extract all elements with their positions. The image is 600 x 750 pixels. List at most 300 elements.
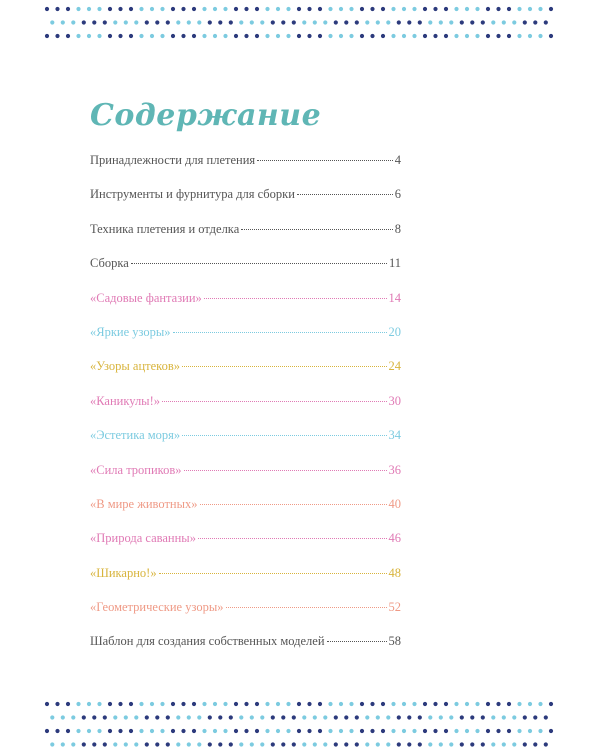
polka-dot bbox=[297, 702, 301, 706]
toc-entry-page-number: 8 bbox=[394, 221, 401, 236]
polka-dot bbox=[61, 742, 65, 746]
polka-dot bbox=[155, 715, 159, 719]
polka-dot bbox=[423, 729, 427, 733]
polka-dot bbox=[160, 702, 164, 706]
polka-dot bbox=[92, 715, 96, 719]
polka-dot bbox=[355, 715, 359, 719]
polka-dot bbox=[470, 20, 474, 24]
polka-dot bbox=[475, 702, 479, 706]
polka-dot bbox=[61, 20, 65, 24]
toc-entry-title: «Сила тропиков» bbox=[90, 462, 182, 477]
polka-dot bbox=[229, 742, 233, 746]
toc-entry-page-number: 36 bbox=[388, 462, 401, 477]
polka-dot bbox=[528, 702, 532, 706]
polka-dot bbox=[381, 7, 385, 11]
polka-dot bbox=[155, 20, 159, 24]
polka-dot bbox=[460, 20, 464, 24]
polka-dot bbox=[307, 729, 311, 733]
polka-dot bbox=[418, 715, 422, 719]
dot-leader bbox=[159, 573, 387, 574]
polka-dot bbox=[229, 20, 233, 24]
toc-entry bbox=[90, 356, 401, 390]
polka-dot bbox=[391, 702, 395, 706]
polka-dot bbox=[517, 34, 521, 38]
polka-dot bbox=[292, 20, 296, 24]
polka-dot bbox=[365, 20, 369, 24]
polka-dot bbox=[386, 715, 390, 719]
polka-dot bbox=[302, 715, 306, 719]
toc-entry-page-number: 52 bbox=[388, 600, 401, 615]
polka-dot bbox=[139, 729, 143, 733]
polka-dot bbox=[334, 742, 338, 746]
polka-dot bbox=[412, 34, 416, 38]
polka-dot bbox=[223, 729, 227, 733]
polka-dot bbox=[181, 729, 185, 733]
polka-dot bbox=[397, 742, 401, 746]
polka-dot bbox=[549, 7, 553, 11]
polka-dot bbox=[376, 742, 380, 746]
polka-dot bbox=[328, 702, 332, 706]
toc-entry-page-number: 24 bbox=[388, 359, 401, 374]
table-of-contents bbox=[90, 150, 401, 666]
toc-entry bbox=[90, 391, 401, 425]
polka-dot bbox=[202, 7, 206, 11]
polka-dot bbox=[454, 702, 458, 706]
polka-dot bbox=[376, 20, 380, 24]
polka-dot bbox=[82, 20, 86, 24]
toc-entry-title: Сборка bbox=[90, 256, 129, 271]
polka-dot bbox=[402, 729, 406, 733]
polka-dot bbox=[181, 34, 185, 38]
polka-dot bbox=[286, 7, 290, 11]
polka-dot bbox=[381, 34, 385, 38]
polka-dot bbox=[234, 7, 238, 11]
polka-dot bbox=[187, 742, 191, 746]
polka-dot bbox=[192, 7, 196, 11]
polka-dot bbox=[265, 702, 269, 706]
polka-dot bbox=[439, 20, 443, 24]
polka-dot bbox=[528, 7, 532, 11]
polka-dot bbox=[423, 7, 427, 11]
polka-dot bbox=[292, 715, 296, 719]
polka-dot bbox=[465, 729, 469, 733]
polka-dot bbox=[460, 715, 464, 719]
polka-dot bbox=[486, 702, 490, 706]
polka-dot bbox=[76, 702, 80, 706]
polka-dot bbox=[118, 702, 122, 706]
polka-dot bbox=[475, 34, 479, 38]
polka-dot bbox=[244, 34, 248, 38]
polka-dot bbox=[276, 34, 280, 38]
polka-dot bbox=[423, 702, 427, 706]
polka-dot bbox=[486, 7, 490, 11]
polka-dot bbox=[344, 715, 348, 719]
polka-dot bbox=[297, 729, 301, 733]
toc-entry-page-number: 40 bbox=[388, 496, 401, 511]
polka-dot bbox=[386, 20, 390, 24]
polka-dot bbox=[544, 742, 548, 746]
polka-dot bbox=[328, 34, 332, 38]
polka-dot bbox=[517, 7, 521, 11]
polka-dot bbox=[502, 742, 506, 746]
polka-dot bbox=[281, 20, 285, 24]
polka-dot bbox=[124, 715, 128, 719]
polka-dot bbox=[444, 702, 448, 706]
polka-dot bbox=[449, 742, 453, 746]
polka-dot bbox=[381, 702, 385, 706]
dot-leader bbox=[241, 229, 393, 230]
polka-dot bbox=[428, 715, 432, 719]
polka-dot bbox=[160, 34, 164, 38]
dot-leader bbox=[184, 470, 387, 471]
polka-dot bbox=[239, 742, 243, 746]
polka-dot bbox=[166, 742, 170, 746]
dot-leader bbox=[162, 401, 387, 402]
polka-dot bbox=[486, 34, 490, 38]
polka-dot bbox=[339, 702, 343, 706]
polka-dot bbox=[213, 702, 217, 706]
toc-entry-page-number: 11 bbox=[388, 256, 401, 271]
polka-dot bbox=[391, 729, 395, 733]
polka-dot bbox=[192, 729, 196, 733]
polka-dot bbox=[313, 20, 317, 24]
toc-entry-page-number: 48 bbox=[388, 565, 401, 580]
polka-dot bbox=[113, 742, 117, 746]
toc-entry-page-number: 34 bbox=[388, 428, 401, 443]
polka-dot bbox=[87, 729, 91, 733]
polka-dot bbox=[244, 729, 248, 733]
polka-dot bbox=[134, 742, 138, 746]
polka-dot bbox=[166, 715, 170, 719]
toc-entry-title: Принадлежности для плетения bbox=[90, 153, 256, 167]
polka-dot bbox=[397, 715, 401, 719]
polka-dot bbox=[192, 34, 196, 38]
polka-dot bbox=[323, 715, 327, 719]
polka-dot bbox=[244, 7, 248, 11]
polka-dot bbox=[202, 34, 206, 38]
polka-dot bbox=[97, 702, 101, 706]
polka-dot bbox=[271, 715, 275, 719]
polka-dot bbox=[218, 715, 222, 719]
polka-dot bbox=[197, 20, 201, 24]
toc-entry bbox=[90, 563, 401, 597]
polka-dot bbox=[334, 20, 338, 24]
toc-entry bbox=[90, 425, 401, 459]
polka-dot bbox=[97, 7, 101, 11]
polka-dot bbox=[370, 702, 374, 706]
polka-dot bbox=[302, 20, 306, 24]
polka-dot bbox=[113, 715, 117, 719]
polka-dot bbox=[297, 34, 301, 38]
polka-dot bbox=[454, 7, 458, 11]
polka-dot bbox=[150, 7, 154, 11]
polka-dot bbox=[412, 702, 416, 706]
polka-dot-border-bottom bbox=[44, 697, 556, 750]
polka-dot bbox=[523, 20, 527, 24]
polka-dot bbox=[349, 702, 353, 706]
polka-dot bbox=[502, 20, 506, 24]
polka-dot bbox=[449, 20, 453, 24]
polka-dot bbox=[145, 20, 149, 24]
polka-dot bbox=[286, 34, 290, 38]
dot-leader bbox=[226, 607, 387, 608]
polka-dot bbox=[155, 742, 159, 746]
toc-entry-title: «Природа саванны» bbox=[90, 531, 196, 546]
polka-dot bbox=[407, 715, 411, 719]
polka-dot bbox=[286, 729, 290, 733]
polka-dot bbox=[391, 7, 395, 11]
polka-dot bbox=[76, 7, 80, 11]
polka-dot bbox=[82, 715, 86, 719]
polka-dot bbox=[113, 20, 117, 24]
polka-dot bbox=[276, 702, 280, 706]
polka-dot bbox=[496, 702, 500, 706]
polka-dot bbox=[307, 702, 311, 706]
polka-dot bbox=[544, 20, 548, 24]
toc-entry-page-number: 4 bbox=[394, 153, 401, 167]
polka-dot bbox=[496, 34, 500, 38]
polka-dot bbox=[302, 742, 306, 746]
polka-dot bbox=[218, 742, 222, 746]
polka-dot bbox=[66, 34, 70, 38]
polka-dot bbox=[533, 715, 537, 719]
polka-dot bbox=[328, 7, 332, 11]
polka-dot bbox=[223, 702, 227, 706]
polka-dot bbox=[397, 20, 401, 24]
polka-dot bbox=[512, 715, 516, 719]
polka-dot bbox=[507, 729, 511, 733]
polka-dot bbox=[271, 742, 275, 746]
polka-dot-border-top bbox=[44, 0, 556, 48]
toc-entry bbox=[90, 631, 401, 665]
polka-dot bbox=[507, 702, 511, 706]
polka-dot bbox=[139, 7, 143, 11]
polka-dot bbox=[433, 702, 437, 706]
polka-dot bbox=[118, 7, 122, 11]
polka-dot bbox=[512, 20, 516, 24]
polka-dot bbox=[176, 742, 180, 746]
polka-dot bbox=[265, 729, 269, 733]
toc-entry-title: «Яркие узоры» bbox=[90, 324, 171, 339]
polka-dot bbox=[55, 7, 59, 11]
polka-dot bbox=[97, 729, 101, 733]
polka-dot bbox=[460, 742, 464, 746]
polka-dot bbox=[166, 20, 170, 24]
polka-dot bbox=[45, 729, 49, 733]
polka-dot bbox=[197, 742, 201, 746]
polka-dot bbox=[45, 7, 49, 11]
polka-dot bbox=[365, 715, 369, 719]
polka-dot bbox=[370, 7, 374, 11]
polka-dot bbox=[523, 742, 527, 746]
polka-dot bbox=[129, 7, 133, 11]
toc-entry-page-number: 46 bbox=[388, 531, 401, 546]
polka-dot bbox=[470, 715, 474, 719]
polka-dot bbox=[339, 7, 343, 11]
polka-dot bbox=[344, 742, 348, 746]
polka-dot bbox=[82, 742, 86, 746]
polka-dot bbox=[402, 702, 406, 706]
polka-dot bbox=[103, 742, 107, 746]
polka-dot bbox=[71, 715, 75, 719]
polka-dot bbox=[355, 742, 359, 746]
polka-dot bbox=[108, 729, 112, 733]
polka-dot bbox=[444, 729, 448, 733]
polka-dot bbox=[87, 702, 91, 706]
toc-entry-page-number: 20 bbox=[388, 324, 401, 339]
dot-leader bbox=[182, 366, 387, 367]
polka-dot bbox=[150, 702, 154, 706]
toc-entry bbox=[90, 528, 401, 562]
polka-dot bbox=[108, 7, 112, 11]
toc-entry bbox=[90, 184, 401, 218]
toc-entry bbox=[90, 253, 401, 287]
polka-dot bbox=[376, 715, 380, 719]
polka-dot bbox=[134, 715, 138, 719]
polka-dot bbox=[517, 702, 521, 706]
polka-dot bbox=[187, 20, 191, 24]
polka-dot bbox=[349, 729, 353, 733]
polka-dot bbox=[481, 715, 485, 719]
polka-dot bbox=[71, 20, 75, 24]
polka-dot bbox=[281, 742, 285, 746]
polka-dot bbox=[418, 20, 422, 24]
toc-entry bbox=[90, 460, 401, 494]
toc-entry-title: «Каникулы!» bbox=[90, 393, 160, 408]
polka-dot bbox=[118, 34, 122, 38]
polka-dot bbox=[549, 702, 553, 706]
toc-entry-title: «Шикарно!» bbox=[90, 565, 157, 580]
toc-entry-title: «Садовые фантазии» bbox=[90, 290, 202, 305]
polka-dot bbox=[229, 715, 233, 719]
toc-entry-page-number: 58 bbox=[388, 634, 401, 649]
polka-dot bbox=[150, 729, 154, 733]
polka-dot bbox=[129, 729, 133, 733]
polka-dot bbox=[465, 702, 469, 706]
polka-dot bbox=[45, 34, 49, 38]
polka-dot bbox=[176, 715, 180, 719]
polka-dot bbox=[544, 715, 548, 719]
polka-dot bbox=[260, 742, 264, 746]
polka-dot bbox=[470, 742, 474, 746]
polka-dot bbox=[171, 34, 175, 38]
dot-leader bbox=[198, 538, 387, 539]
polka-dot bbox=[318, 34, 322, 38]
polka-dot bbox=[533, 742, 537, 746]
polka-dot bbox=[412, 729, 416, 733]
toc-entry-title: «Узоры ацтеков» bbox=[90, 359, 180, 374]
polka-dot bbox=[538, 7, 542, 11]
polka-dot bbox=[307, 34, 311, 38]
polka-dot bbox=[255, 7, 259, 11]
toc-entry bbox=[90, 597, 401, 631]
polka-dot bbox=[124, 20, 128, 24]
polka-dot bbox=[129, 34, 133, 38]
toc-entry-page-number: 30 bbox=[388, 393, 401, 408]
polka-dot bbox=[265, 34, 269, 38]
polka-dot bbox=[213, 34, 217, 38]
polka-dot bbox=[66, 702, 70, 706]
polka-dot bbox=[171, 729, 175, 733]
polka-dot bbox=[297, 7, 301, 11]
polka-dot bbox=[365, 742, 369, 746]
polka-dot bbox=[528, 729, 532, 733]
polka-dot bbox=[271, 20, 275, 24]
polka-dot bbox=[549, 34, 553, 38]
toc-entry bbox=[90, 288, 401, 322]
polka-dot bbox=[433, 34, 437, 38]
dot-leader bbox=[173, 332, 387, 333]
polka-dot bbox=[344, 20, 348, 24]
polka-dot bbox=[171, 702, 175, 706]
dot-leader bbox=[327, 641, 387, 642]
polka-dot bbox=[234, 729, 238, 733]
polka-dot bbox=[318, 7, 322, 11]
polka-dot bbox=[418, 742, 422, 746]
polka-dot bbox=[55, 34, 59, 38]
polka-dot bbox=[181, 7, 185, 11]
polka-dot bbox=[223, 34, 227, 38]
polka-dot bbox=[360, 702, 364, 706]
polka-dot bbox=[349, 34, 353, 38]
polka-dot bbox=[360, 7, 364, 11]
polka-dot bbox=[255, 729, 259, 733]
polka-dot bbox=[360, 729, 364, 733]
polka-dot bbox=[407, 742, 411, 746]
polka-dot bbox=[481, 742, 485, 746]
polka-dot bbox=[313, 742, 317, 746]
polka-dot bbox=[355, 20, 359, 24]
polka-dot bbox=[307, 7, 311, 11]
polka-dot bbox=[412, 7, 416, 11]
polka-dot bbox=[192, 702, 196, 706]
polka-dot bbox=[134, 20, 138, 24]
polka-dot bbox=[318, 702, 322, 706]
polka-dot bbox=[444, 7, 448, 11]
polka-dot bbox=[428, 742, 432, 746]
dot-leader bbox=[297, 194, 393, 195]
polka-dot bbox=[76, 729, 80, 733]
polka-dot bbox=[491, 715, 495, 719]
polka-dot bbox=[208, 20, 212, 24]
polka-dot bbox=[223, 7, 227, 11]
polka-dot bbox=[202, 702, 206, 706]
polka-dot bbox=[50, 742, 54, 746]
polka-dot bbox=[145, 742, 149, 746]
polka-dot bbox=[208, 715, 212, 719]
polka-dot bbox=[92, 20, 96, 24]
polka-dot bbox=[218, 20, 222, 24]
polka-dot bbox=[323, 742, 327, 746]
polka-dot bbox=[250, 742, 254, 746]
polka-dot bbox=[486, 729, 490, 733]
polka-dot bbox=[160, 7, 164, 11]
polka-dot bbox=[181, 702, 185, 706]
polka-dot bbox=[87, 7, 91, 11]
polka-dot bbox=[139, 34, 143, 38]
polka-dot bbox=[517, 729, 521, 733]
polka-dot bbox=[50, 715, 54, 719]
polka-dot bbox=[108, 702, 112, 706]
polka-dot bbox=[538, 34, 542, 38]
polka-dot bbox=[129, 702, 133, 706]
polka-dot bbox=[124, 742, 128, 746]
polka-dot bbox=[475, 729, 479, 733]
polka-dot bbox=[239, 20, 243, 24]
polka-dot bbox=[454, 729, 458, 733]
polka-dot bbox=[61, 715, 65, 719]
polka-dot bbox=[360, 34, 364, 38]
